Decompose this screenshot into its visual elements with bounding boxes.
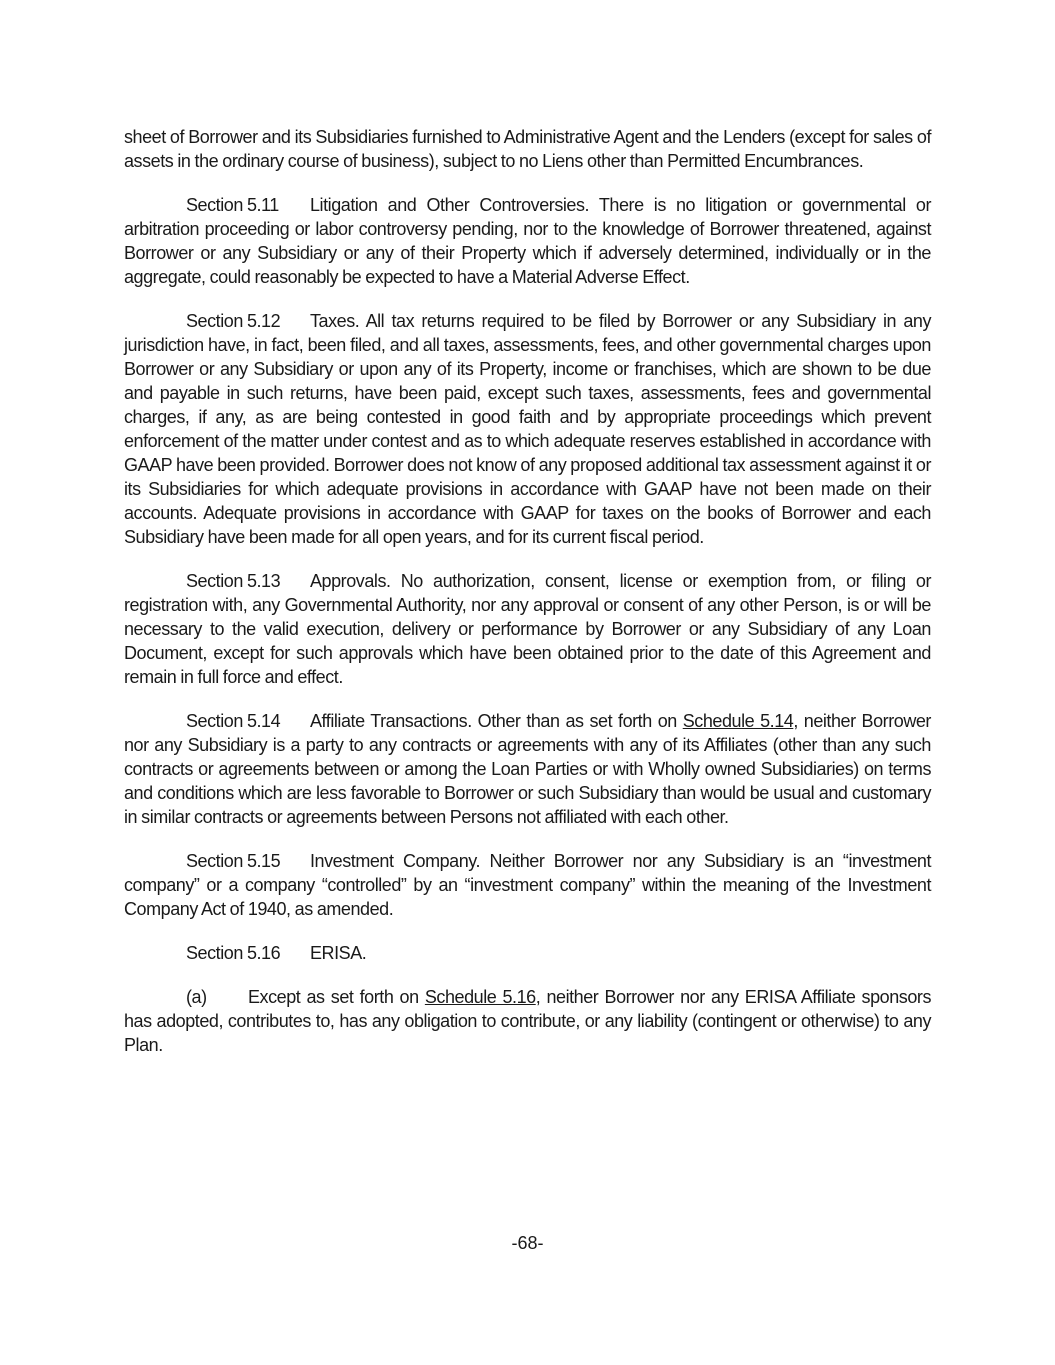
section-5-13 <box>124 569 931 689</box>
section-title: ERISA. <box>310 943 367 963</box>
section-text-before: Affiliate Transactions. Other than as set forth on <box>310 711 683 731</box>
section-text: Litigation and Other Controversies. There is no litigation or governmental or arbitration proceeding or labor controversy pending, nor to the knowledge of Borrower threatened, against Borrower or any Subsidiary or any of their Property which if adversely determined, individually or in the aggregate, could reasonably be expected to have a Material Adverse Effect. <box>124 195 931 287</box>
section-number: Section 5.11 <box>186 195 279 215</box>
section-5-16 <box>124 941 931 965</box>
section-5-11 <box>124 193 931 289</box>
document-page <box>124 125 931 1077</box>
section-number: Section 5.15 <box>186 851 281 871</box>
section-number: Section 5.16 <box>186 943 281 963</box>
page-number: -68- <box>511 1233 544 1253</box>
section-5-12 <box>124 309 931 549</box>
section-number: Section 5.13 <box>186 571 281 591</box>
section-text: Investment Company. Neither Borrower nor any Subsidiary is an “investment company” or a company “controlled” by an “investment company” within the meaning of the Investment Company Act of 1940, as amended. <box>124 851 931 919</box>
section-number: Section 5.12 <box>186 311 281 331</box>
section-number: Section 5.14 <box>186 711 281 731</box>
section-5-15 <box>124 849 931 921</box>
section-5-14 <box>124 709 931 829</box>
section-text-after: , neither Borrower nor any ERISA Affiliate sponsors has adopted, contributes to, has any obligation to contribute, or any liability (contingent or otherwise) to any Plan. <box>124 987 931 1055</box>
section-text: Taxes. All tax returns required to be filed by Borrower or any Subsidiary in any jurisdiction have, in fact, been filed, and all taxes, assessments, fees, and other governmental charges upon Borrower or any Subsidiary or upon any of its Property, income or franchises, which are shown to be due and payable in such returns, have been paid, except such taxes, assessments, fees and governmental charges, if any, as are being contested in good faith and by appropriate proceedings which prevent enforcement of the matter under contest and as to which adequate reserves established in accordance with GAAP have been provided. Borrower does not know of any proposed additional tax assessment against it or its Subsidiaries for which adequate provisions in accordance with GAAP have not been made on their accounts. Adequate provisions in accordance with GAAP for taxes on the books of Borrower and each Subsidiary have been made for all open years, and for its current fiscal period. <box>124 311 931 547</box>
intro-paragraph: sheet of Borrower and its Subsidiaries furnished to Administrative Agent and the Lenders (except for sales of assets in the ordinary course of business), subject to no Liens other than Permitted Encumbrances. <box>124 127 931 171</box>
schedule-reference: Schedule 5.16 <box>424 987 536 1007</box>
section-5-16-a <box>124 985 931 1057</box>
section-text-after: , neither Borrower nor any Subsidiary is a party to any contracts or agreements with any of its Affiliates (other than any such contracts or agreements between or among the Loan Parties or with Wholly owned Subsidiaries) on terms and conditions which are less favorable to Borrower or such Subsidiary than would be usual and customary in similar contracts or agreements between Persons not affiliated with each other. <box>124 711 931 827</box>
section-text: Approvals. No authorization, consent, license or exemption from, or filing or registration with, any Governmental Authority, nor any approval or consent of any other Person, is or will be necessary to the valid execution, delivery or performance by Borrower or any Subsidiary of any Loan Document, except for such approvals which have been obtained prior to the date of this Agreement and remain in full force and effect. <box>124 571 931 687</box>
section-text-before: Except as set forth on <box>248 987 425 1007</box>
schedule-reference: Schedule 5.14 <box>682 711 794 731</box>
subsection-label: (a) <box>186 987 207 1007</box>
